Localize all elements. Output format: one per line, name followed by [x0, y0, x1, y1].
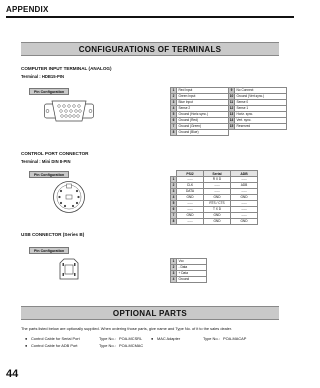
- pin-number: 5: [171, 112, 177, 118]
- bullet-icon: ●: [151, 336, 154, 341]
- adb-value: -----: [231, 213, 258, 219]
- usb-b-connector-diagram: [58, 258, 80, 280]
- column-header-serial: Serial: [204, 171, 231, 177]
- pin-config-label: Pin Configuration: [29, 247, 69, 254]
- pin-number: 1: [171, 88, 177, 94]
- pin-number: 8: [171, 130, 177, 136]
- ps2-value: -----: [177, 201, 204, 207]
- optional-parts-banner: OPTIONAL PARTS: [21, 306, 279, 320]
- type-label: Type No.:: [203, 336, 220, 341]
- table-row: [171, 219, 258, 225]
- pin-number: 15: [229, 124, 234, 128]
- section-header: APPENDIX: [6, 5, 49, 14]
- pin-number: 9: [229, 88, 235, 94]
- pin-number: 12: [229, 106, 234, 110]
- bullet-icon: ●: [25, 336, 28, 341]
- pin-name: Blue Input: [177, 100, 229, 106]
- computer-input-terminal: Terminal : HDB15-PIN: [21, 74, 64, 79]
- pin-number: 3: [171, 100, 177, 106]
- part-name: MAC Adapter: [157, 336, 181, 341]
- control-port-pin-table: [170, 170, 258, 225]
- bullet-icon: ●: [25, 343, 28, 348]
- pin-name: Sense 0: [235, 100, 287, 106]
- header-rule: [6, 16, 294, 18]
- pin-name: Ground: [177, 277, 207, 283]
- page-number: 44: [6, 368, 19, 380]
- adb-value: -----: [231, 189, 258, 195]
- type-number: POA-MCMAC: [119, 343, 144, 348]
- pin-name: Sense 2: [177, 106, 229, 112]
- serial-value: -----: [204, 183, 231, 189]
- pin-number: 3: [171, 189, 177, 195]
- configurations-banner: CONFIGURATIONS OF TERMINALS: [21, 42, 279, 56]
- control-port-terminal: Terminal : Mini DIN 8-PIN: [21, 159, 71, 164]
- pin-number: 4: [171, 195, 177, 201]
- ps2-value: GND: [177, 195, 204, 201]
- column-header-ps2: PS/2: [177, 171, 204, 177]
- type-number: POA-MACAP: [223, 336, 247, 341]
- pin-number: 2: [171, 94, 177, 100]
- pin-number: 1: [171, 177, 177, 183]
- pin-number: 1: [171, 259, 177, 265]
- pin-number: 14: [229, 118, 234, 122]
- usb-pin-table: [170, 258, 207, 283]
- pin-name: Vert. sync.: [235, 118, 287, 124]
- pin-config-label: Pin Configuration: [29, 88, 69, 95]
- pin-number: 5: [171, 201, 177, 207]
- pin-number: 6: [171, 118, 177, 124]
- serial-value: T X D: [204, 207, 231, 213]
- hdb15-pin-table: [170, 87, 287, 136]
- serial-value: GND: [204, 213, 231, 219]
- serial-value: GND: [204, 195, 231, 201]
- adb-value: ADB: [231, 183, 258, 189]
- pin-name: Ground (Blue): [177, 130, 229, 136]
- part-name: Control Cable for Serial Port: [31, 336, 80, 341]
- pin-number: 6: [171, 207, 177, 213]
- column-header-adb: ADB: [231, 171, 258, 177]
- ps2-value: -----: [177, 219, 204, 225]
- type-number: POA-MCSRL: [119, 336, 143, 341]
- hdb15-connector-diagram: [44, 98, 94, 124]
- pin-name: - Data: [177, 265, 207, 271]
- ps2-value: GND: [177, 213, 204, 219]
- adb-value: -----: [231, 201, 258, 207]
- pin-name: Ground (Green): [177, 124, 229, 130]
- type-label: Type No.:: [99, 336, 116, 341]
- pin-number: 10: [229, 94, 234, 98]
- adb-value: -----: [231, 207, 258, 213]
- usb-heading: USB CONNECTOR (Series B): [21, 232, 85, 237]
- mini-din-connector-diagram: [52, 180, 86, 214]
- ps2-value: DATA: [177, 189, 204, 195]
- pin-name: Sense 1: [235, 106, 287, 112]
- pin-number: 11: [229, 100, 234, 104]
- ps2-value: -----: [177, 177, 204, 183]
- pin-number: 2: [171, 183, 177, 189]
- pin-config-label: Pin Configuration: [29, 171, 69, 178]
- pin-number: 4: [171, 106, 177, 112]
- control-port-heading: CONTROL PORT CONNECTOR: [21, 151, 89, 156]
- pin-name: No Connect: [235, 88, 287, 94]
- serial-value: GND: [204, 219, 231, 225]
- pin-name: + Data: [177, 271, 207, 277]
- pin-number: 4: [171, 277, 177, 283]
- pin-name: Reserved: [235, 124, 287, 130]
- pin-name: Ground (Horiz.sync.): [177, 112, 229, 118]
- serial-value: -----: [204, 189, 231, 195]
- pin-name: Horiz. sync.: [235, 112, 287, 118]
- pin-name: Ground (Vert.sync.): [235, 94, 287, 100]
- pin-name: Vcc: [177, 259, 207, 265]
- adb-value: GND: [231, 195, 258, 201]
- part-name: Control Cable for ADB Port: [31, 343, 78, 348]
- serial-value: R X D: [204, 177, 231, 183]
- pin-number: 13: [229, 112, 234, 116]
- ps2-value: CLK: [177, 183, 204, 189]
- type-label: Type No.:: [99, 343, 116, 348]
- pin-number: 7: [171, 124, 177, 130]
- pin-name: Red Input: [177, 88, 229, 94]
- pin-number: 3: [171, 271, 177, 277]
- optional-parts-note: The parts listed below are optionally supplied. When ordering those parts, give name and Type No. of it to the sales dealer.: [21, 326, 233, 331]
- adb-value: GND: [231, 219, 258, 225]
- pin-number: 7: [171, 213, 177, 219]
- computer-input-heading: COMPUTER INPUT TERMINAL (ANALOG): [21, 66, 112, 71]
- pin-name: Ground (Red): [177, 118, 229, 124]
- adb-value: -----: [231, 177, 258, 183]
- pin-number: 2: [171, 265, 177, 271]
- pin-number: 8: [171, 219, 177, 225]
- pin-name: Green Input: [177, 94, 229, 100]
- ps2-value: -----: [177, 207, 204, 213]
- serial-value: RTS / CTS: [204, 201, 231, 207]
